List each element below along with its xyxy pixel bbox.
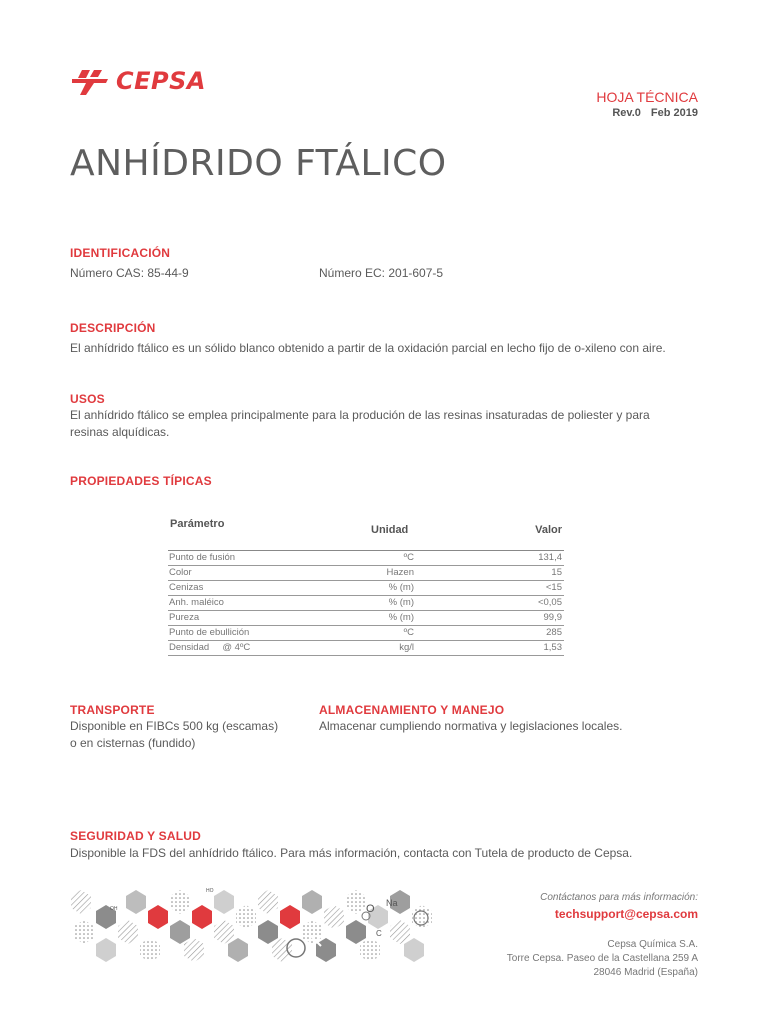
table-row [168, 611, 564, 626]
cell-unit: % (m) [388, 582, 414, 593]
almacenamiento-text: Almacenar cumpliendo normativa y legislaciones locales. [319, 719, 623, 733]
cell-unit: % (m) [388, 597, 414, 608]
properties-table [168, 518, 564, 656]
cell-value: 99,9 [543, 612, 562, 623]
table-header [168, 518, 564, 550]
cell-param: Anh. maléico [169, 597, 224, 608]
cell-unit: % (m) [388, 612, 414, 623]
contact-email-link[interactable]: techsupport@cepsa.com [554, 907, 698, 921]
cell-value: 131,4 [538, 552, 562, 563]
table-row [168, 641, 564, 656]
cell-param: Densidad @ 4ºC [169, 642, 251, 653]
propiedades-heading: PROPIEDADES TÍPICAS [70, 474, 212, 488]
cell-param: Color [169, 567, 192, 578]
pattern-label-oh: OH [110, 906, 118, 912]
pattern-label-o: O [366, 903, 375, 915]
column-header-param: Parámetro [170, 518, 225, 530]
cell-value: 1,53 [543, 642, 562, 653]
brand-name: CEPSA [116, 67, 206, 95]
revision-info [612, 107, 698, 119]
seguridad-text: Disponible la FDS del anhídrido ftálico. Para más información, contacta con Tutela de producto de Cepsa. [70, 846, 633, 860]
column-header-value: Valor [535, 524, 562, 536]
cell-param: Cenizas [169, 582, 204, 593]
pattern-label-c: C [376, 929, 382, 938]
cell-param: Pureza [169, 612, 200, 623]
cell-value: 285 [546, 627, 562, 638]
usos-text-line2: resinas alquídicas. [70, 425, 170, 439]
page-title: ANHÍDRIDO FTÁLICO [70, 143, 447, 184]
descripcion-heading: DESCRIPCIÓN [70, 321, 156, 335]
cell-param: Punto de fusión [169, 552, 236, 563]
revision-date: Feb 2019 [650, 107, 698, 119]
cell-unit: kg/l [399, 642, 414, 653]
cell-unit: ºC [403, 627, 414, 638]
pattern-label-na: Na [386, 898, 398, 908]
ec-number: Número EC: 201-607-5 [319, 266, 444, 280]
seguridad-heading: SEGURIDAD Y SALUD [70, 829, 201, 843]
table-row [168, 566, 564, 581]
cepsa-logo-icon [72, 66, 110, 96]
table-row [168, 626, 564, 641]
table-body [168, 550, 564, 656]
transporte-heading: TRANSPORTE [70, 703, 155, 717]
cell-unit: Hazen [386, 567, 414, 578]
almacenamiento-heading: ALMACENAMIENTO Y MANEJO [319, 703, 505, 717]
cell-unit: ºC [403, 552, 414, 563]
column-header-unit: Unidad [371, 524, 409, 536]
decorative-hexagon-pattern [66, 876, 438, 976]
cell-value: <0,05 [537, 597, 562, 608]
company-name: Cepsa Química S.A. [607, 939, 698, 950]
pattern-label-ho: HO [206, 888, 214, 894]
table-row [168, 581, 564, 596]
cell-value: <15 [545, 582, 562, 593]
cepsa-logo [72, 66, 206, 96]
usos-heading: USOS [70, 392, 105, 406]
revision: Rev.0 [612, 107, 641, 119]
usos-text-line1: El anhídrido ftálico se emplea principalmente para la produción de las resinas insaturadas de poliester y para [70, 408, 650, 422]
address-line-1: Torre Cepsa. Paseo de la Castellana 259 A [506, 953, 698, 964]
identificacion-heading: IDENTIFICACIÓN [70, 246, 171, 260]
table-row [168, 551, 564, 566]
transporte-text-line1: Disponible en FIBCs 500 kg (escamas) [70, 719, 279, 733]
cell-param: Punto de ebullición [169, 627, 250, 638]
table-row [168, 596, 564, 611]
company-address [507, 938, 698, 980]
address-line-2: 28046 Madrid (España) [593, 967, 698, 978]
descripcion-text: El anhídrido ftálico es un sólido blanco obtenido a partir de la oxidación parcial en lecho fijo de o-xileno con aire. [70, 341, 666, 355]
contact-label: Contáctanos para más información: [540, 892, 698, 903]
cas-number: Número CAS: 85-44-9 [70, 266, 189, 280]
doc-type: HOJA TÉCNICA [596, 89, 698, 105]
transporte-text-line2: o en cisternas (fundido) [70, 736, 196, 750]
cell-value: 15 [551, 567, 562, 578]
